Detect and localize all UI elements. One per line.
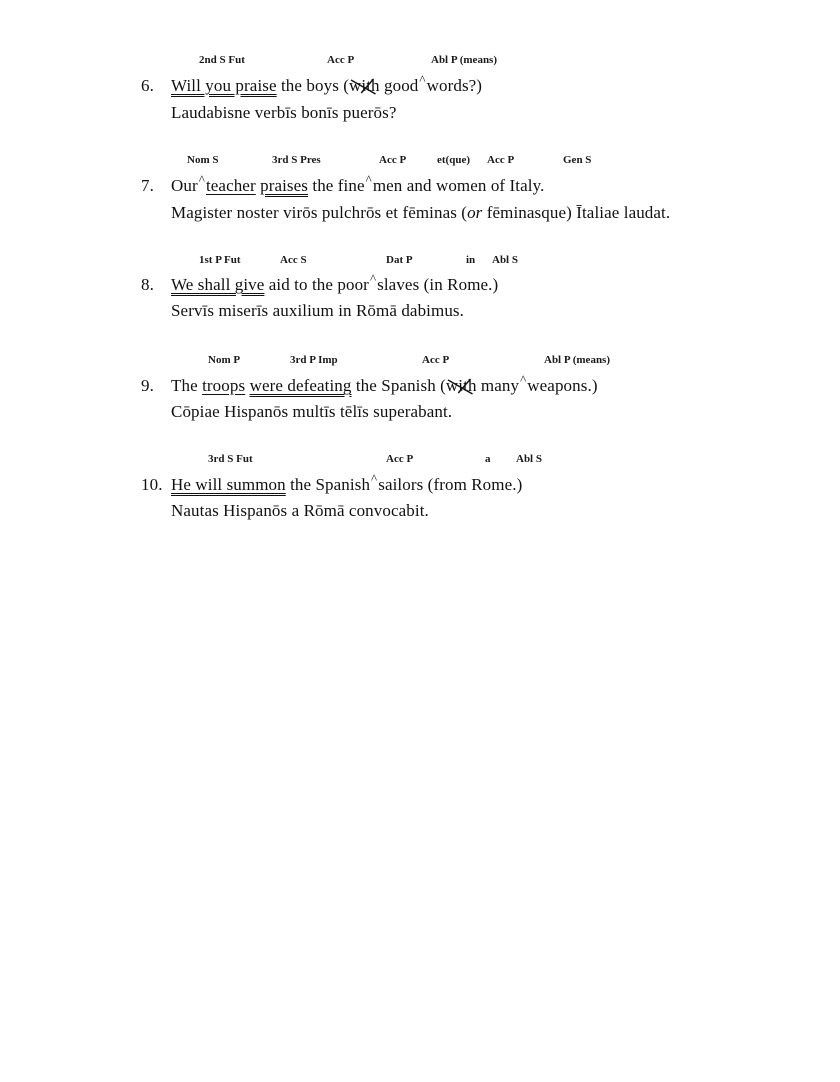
exercise-number: 8.	[141, 275, 154, 294]
subject-word: troops	[202, 376, 246, 395]
struck-word: with	[445, 376, 477, 395]
exercise-6	[0, 52, 840, 132]
verb-phrase: He will summon	[171, 475, 286, 494]
exercise-9	[0, 352, 840, 432]
verb-phrase: Will you praise	[171, 76, 277, 95]
latin-translation: Magister noster virōs pulchrōs et fēminas (or fēminasque) Ītaliae laudat.	[171, 203, 671, 222]
annotation: Abl S	[492, 254, 518, 266]
exercise-7	[0, 152, 840, 232]
annotation: 3rd P Imp	[290, 354, 338, 366]
exercise-8	[0, 252, 840, 332]
verb-phrase: We shall give	[171, 275, 265, 294]
annotation: Acc P	[487, 154, 515, 166]
exercise-10	[0, 451, 840, 531]
annotation: Abl P (means)	[431, 54, 497, 66]
annotation: Acc S	[280, 254, 307, 266]
annotation: 3rd S Pres	[272, 154, 321, 166]
annotation: 1st P Fut	[199, 254, 241, 266]
annotation: Abl P (means)	[544, 354, 610, 366]
annotation: a	[485, 453, 491, 465]
annotation: Acc P	[327, 54, 355, 66]
insert-caret-icon: ^	[369, 271, 377, 286]
verb-phrase: were defeating	[249, 376, 352, 395]
subject-word: teacher	[205, 176, 256, 195]
latin-translation: Nautas Hispanōs a Rōmā convocabit.	[171, 501, 429, 520]
english-sentence: 7. Our^teacher praises the fine^men and women of Italy.	[141, 172, 545, 195]
english-sentence: 8. We shall give aid to the poor^slaves (in Rome.)	[141, 271, 499, 294]
annotation: Acc P	[386, 453, 414, 465]
verb-phrase: praises	[260, 176, 309, 195]
annotation: in	[466, 254, 476, 266]
annotation: Abl S	[516, 453, 542, 465]
annotation: et(que)	[437, 154, 470, 166]
exercise-number: 6.	[141, 76, 154, 95]
insert-caret-icon: ^	[419, 72, 426, 87]
insert-caret-icon: ^	[520, 372, 527, 387]
latin-translation: Servīs miserīs auxilium in Rōmā dabimus.	[171, 301, 464, 320]
annotation: Nom S	[187, 154, 219, 166]
annotation: Nom P	[208, 354, 241, 366]
english-sentence: 6. Will you praise the boys (with good^words?)	[141, 72, 483, 95]
latin-translation: Cōpiae Hispanōs multīs tēlīs superabant.	[171, 402, 453, 421]
annotation: Acc P	[422, 354, 450, 366]
exercise-number: 9.	[141, 376, 154, 395]
annotation: Dat P	[386, 254, 413, 266]
insert-caret-icon: ^	[198, 172, 205, 187]
annotation: 3rd S Fut	[208, 453, 253, 465]
annotation: Acc P	[379, 154, 407, 166]
exercise-number: 7.	[141, 176, 154, 195]
latin-translation: Laudabisne verbīs bonīs puerōs?	[171, 103, 397, 122]
annotation: Gen S	[563, 154, 592, 166]
struck-word: with	[349, 76, 380, 95]
english-sentence: 10. He will summon the Spanish^sailors (from Rome.)	[141, 471, 523, 494]
insert-caret-icon: ^	[365, 172, 372, 187]
insert-caret-icon: ^	[371, 471, 378, 486]
annotation: 2nd S Fut	[199, 54, 245, 66]
english-sentence: 9. The troops were defeating the Spanish (with many^weapons.)	[141, 372, 598, 395]
exercise-number: 10.	[141, 475, 163, 494]
